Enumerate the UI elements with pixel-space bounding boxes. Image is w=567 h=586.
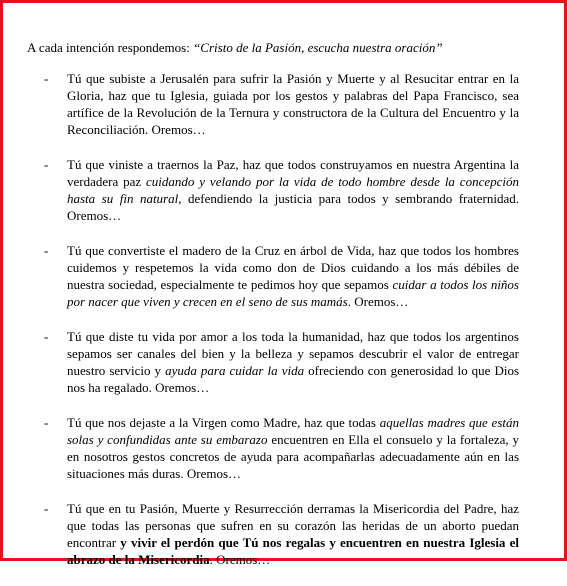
petition-text: . Oremos… [209,552,271,567]
petition-text: . Oremos… [347,294,409,309]
petition-text: Tú que en tu Pasión, Muerte y Resurrección derramas la Misericordia del Padre, haz que todas las personas que sufren en su corazón las heridas de un aborto puedan encontrar [67,501,519,550]
petition-item [27,156,519,224]
petition-text: Tú que convertiste el madero de la Cruz en árbol de Vida, haz que todos los hombres cuidemos y respetemos la vida como don de Dios cuidando a los más débiles de nuestra sociedad, especialmente te pedimos hoy que sepamos [67,243,519,292]
list-dash: - [44,71,49,86]
petition-item [27,414,519,482]
petition-emphasis: cuidando y velando por la vida de todo hombre desde la concepción hasta su fin natural [67,174,519,206]
list-dash: - [44,415,49,430]
petition-item [27,328,519,396]
petition-list [27,70,519,568]
petition-item [27,500,519,568]
petition-emphasis: aquellas madres que están solas y confundidas ante su embarazo [67,415,519,447]
prayer-document [27,39,519,586]
petition-text: , defendiendo la justicia para todos y sembrando fraternidad. Oremos… [67,191,519,223]
intro-line [27,39,519,56]
petition-text: Tú que nos dejaste a la Virgen como Madre, haz que todas [67,415,380,430]
list-dash: - [44,329,49,344]
petition-item [27,242,519,310]
petition-emphasis: y vivir el perdón que Tú nos regalas y encuentren en nuestra Iglesia el abrazo de la Misericordia [67,535,519,567]
petition-text: ofreciendo con generosidad lo que Dios nos ha regalado. Oremos… [67,363,520,395]
petition-text: encuentren en Ella el consuelo y la fortaleza, y en nosotros gestos concretos de ayuda para acompañarlas adecuadamente aún en las situaciones más duras. Oremos… [67,432,519,481]
petition-text: Tú que viniste a traernos la Paz, haz que todos construyamos en nuestra Argentina la verdadera paz [67,157,519,189]
list-dash: - [44,501,49,516]
petition-emphasis: ayuda para cuidar la vida [165,363,305,378]
intro-response: “Cristo de la Pasión, escucha nuestra oración” [193,40,443,55]
petition-text: Tú que diste tu vida por amor a los toda la humanidad, haz que todos los argentinos sepamos ser canales del bien y la belleza y sepamos descubrir el valor de entregar nuestro servicio y [67,329,519,378]
petition-item [27,70,519,138]
list-dash: - [44,157,49,172]
intro-lead: A cada intención respondemos: [27,40,194,55]
petition-emphasis: cuidar a todos los niños por nacer que viven y crecen en el seno de sus mamás [67,277,519,309]
list-dash: - [44,243,49,258]
petition-text: Tú que subiste a Jerusalén para sufrir la Pasión y Muerte y al Resucitar entrar en la Gloria, haz que tu Iglesia, guiada por los gestos y palabras del Papa Francisco, sea artífice de la Revolución de la Ternura y constructora de la Cultura del Encuentro y la Reconciliación. Oremos… [67,71,519,137]
